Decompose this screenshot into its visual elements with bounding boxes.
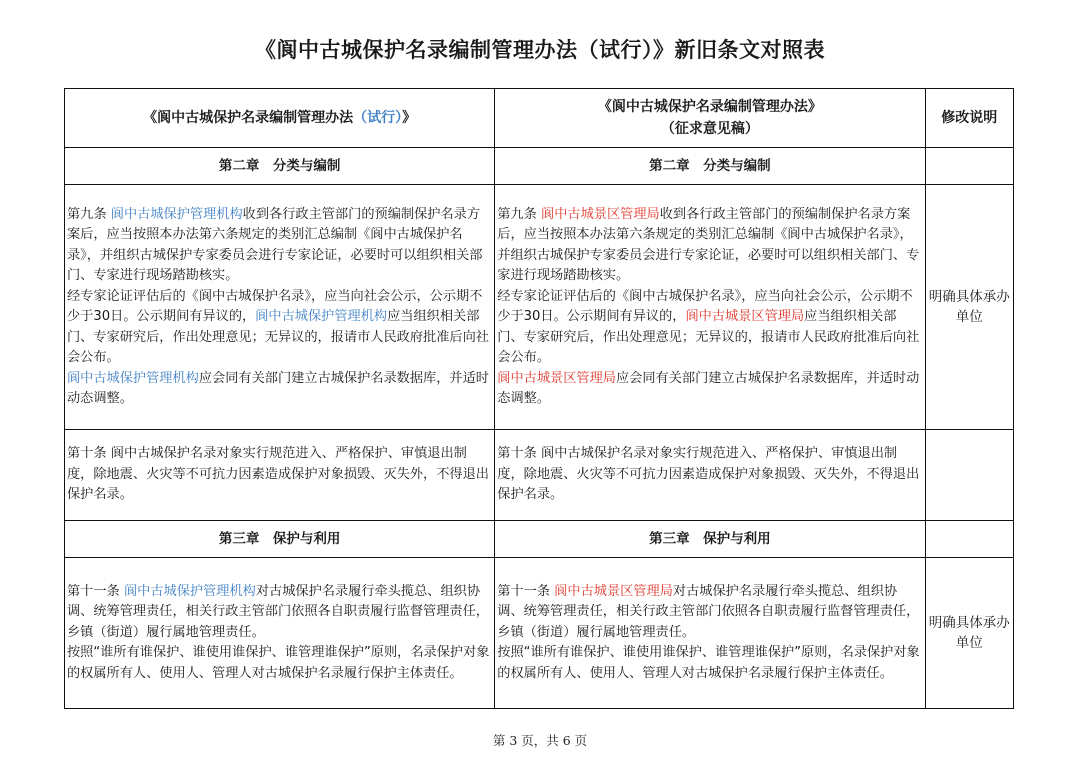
article11-note: 明确具体承办单位 — [925, 558, 1013, 709]
page-title: 《阆中古城保护名录编制管理办法（试行）》新旧条文对照表 — [255, 38, 825, 62]
article9-new: 第九条 阆中古城景区管理局收到各行政主管部门的预编制保护名录方案后，应当按照本办法第六条规定的类别汇总编制《阆中古城保护名录》，并组织古城保护专家委员会进行专家论证，必要时可以组织相关部门、专家进行现场踏勘核实。 经专家论证评估后的《阆中古城保护名录》，应当向社会公示，公示期不少于30日。公示期间有异议的，阆中古城景区管理局应当组织相关部门、专家研究后，作出处理意见；无异议的，报请市人民政府批准后向社会公布。 阆中古城景区管理局应会同有关部门建立古城保护名录数据库，并适时动态调整。 — [495, 185, 925, 430]
table-header-row — [65, 89, 1014, 148]
agency-highlight: 阆中古城景区管理局 — [541, 206, 660, 222]
agency-highlight: 阆中古城景区管理局 — [497, 370, 616, 386]
chapter-label: 第二章 分类与编制 — [65, 148, 495, 185]
chapter-row — [65, 148, 1014, 185]
agency-highlight: 阆中古城保护管理机构 — [255, 309, 388, 324]
chapter-label: 第二章 分类与编制 — [495, 148, 925, 185]
chapter-label: 第三章 保护与利用 — [495, 521, 925, 558]
agency-highlight: 阆中古城保护管理机构 — [123, 583, 256, 599]
comparison-table — [64, 88, 1014, 709]
empty-cell — [925, 430, 1013, 521]
table-row — [65, 430, 1014, 521]
chapter-row — [65, 521, 1014, 558]
article9-note: 明确具体承办单位 — [925, 185, 1013, 430]
table-row — [65, 185, 1014, 430]
agency-highlight: 阆中古城景区管理局 — [554, 583, 673, 599]
agency-highlight: 阆中古城保护管理机构 — [110, 206, 243, 222]
page-number: 第 3 页，共 6 页 — [492, 733, 588, 748]
article10-new: 第十条 阆中古城保护名录对象实行规范进入、严格保护、审慎退出制度，除地震、火灾等不可抗力因素造成保护对象损毁、灭失外，不得退出保护名录。 — [495, 430, 925, 521]
empty-cell — [925, 148, 1013, 185]
header-notes: 修改说明 — [925, 89, 1013, 148]
header-old-version: 《阆中古城保护名录编制管理办法（试行）》 — [65, 89, 495, 148]
header-old-highlight: （试行） — [353, 110, 403, 126]
header-new-version: 《阆中古城保护名录编制管理办法》 （征求意见稿） — [495, 89, 925, 148]
agency-highlight: 阆中古城景区管理局 — [685, 309, 805, 324]
agency-highlight: 阆中古城保护管理机构 — [67, 370, 199, 386]
article10-old: 第十条 阆中古城保护名录对象实行规范进入、严格保护、审慎退出制度，除地震、火灾等不可抗力因素造成保护对象损毁、灭失外，不得退出保护名录。 — [65, 430, 495, 521]
article11-new: 第十一条 阆中古城景区管理局对古城保护名录履行牵头揽总、组织协调、统筹管理责任，相关行政主管部门依照各自职责履行监督管理责任，乡镇（街道）履行属地管理责任。 按照“谁所有谁保护、谁使用谁保护、谁管理谁保护”原则，名录保护对象的权属所有人、使用人、管理人对古城保护名录履行保护主体责任。 — [495, 558, 925, 709]
article9-old: 第九条 阆中古城保护管理机构收到各行政主管部门的预编制保护名录方案后，应当按照本办法第六条规定的类别汇总编制《阆中古城保护名录》，并组织古城保护专家委员会进行专家论证，必要时可以组织相关部门、专家进行现场踏勘核实。 经专家论证评估后的《阆中古城保护名录》，应当向社会公示，公示期不少于30日。公示期间有异议的，阆中古城保护管理机构应当组织相关部门、专家研究后，作出处理意见；无异议的，报请市人民政府批准后向社会公布。 阆中古城保护管理机构应会同有关部门建立古城保护名录数据库，并适时动态调整。 — [65, 185, 495, 430]
empty-cell — [925, 521, 1013, 558]
table-row — [65, 558, 1014, 709]
chapter-label: 第三章 保护与利用 — [65, 521, 495, 558]
article11-old: 第十一条 阆中古城保护管理机构对古城保护名录履行牵头揽总、组织协调、统筹管理责任，相关行政主管部门依照各自职责履行监督管理责任，乡镇（街道）履行属地管理责任。 按照“谁所有谁保护、谁使用谁保护、谁管理谁保护”原则，名录保护对象的权属所有人、使用人、管理人对古城保护名录履行保护主体责任。 — [65, 558, 495, 709]
